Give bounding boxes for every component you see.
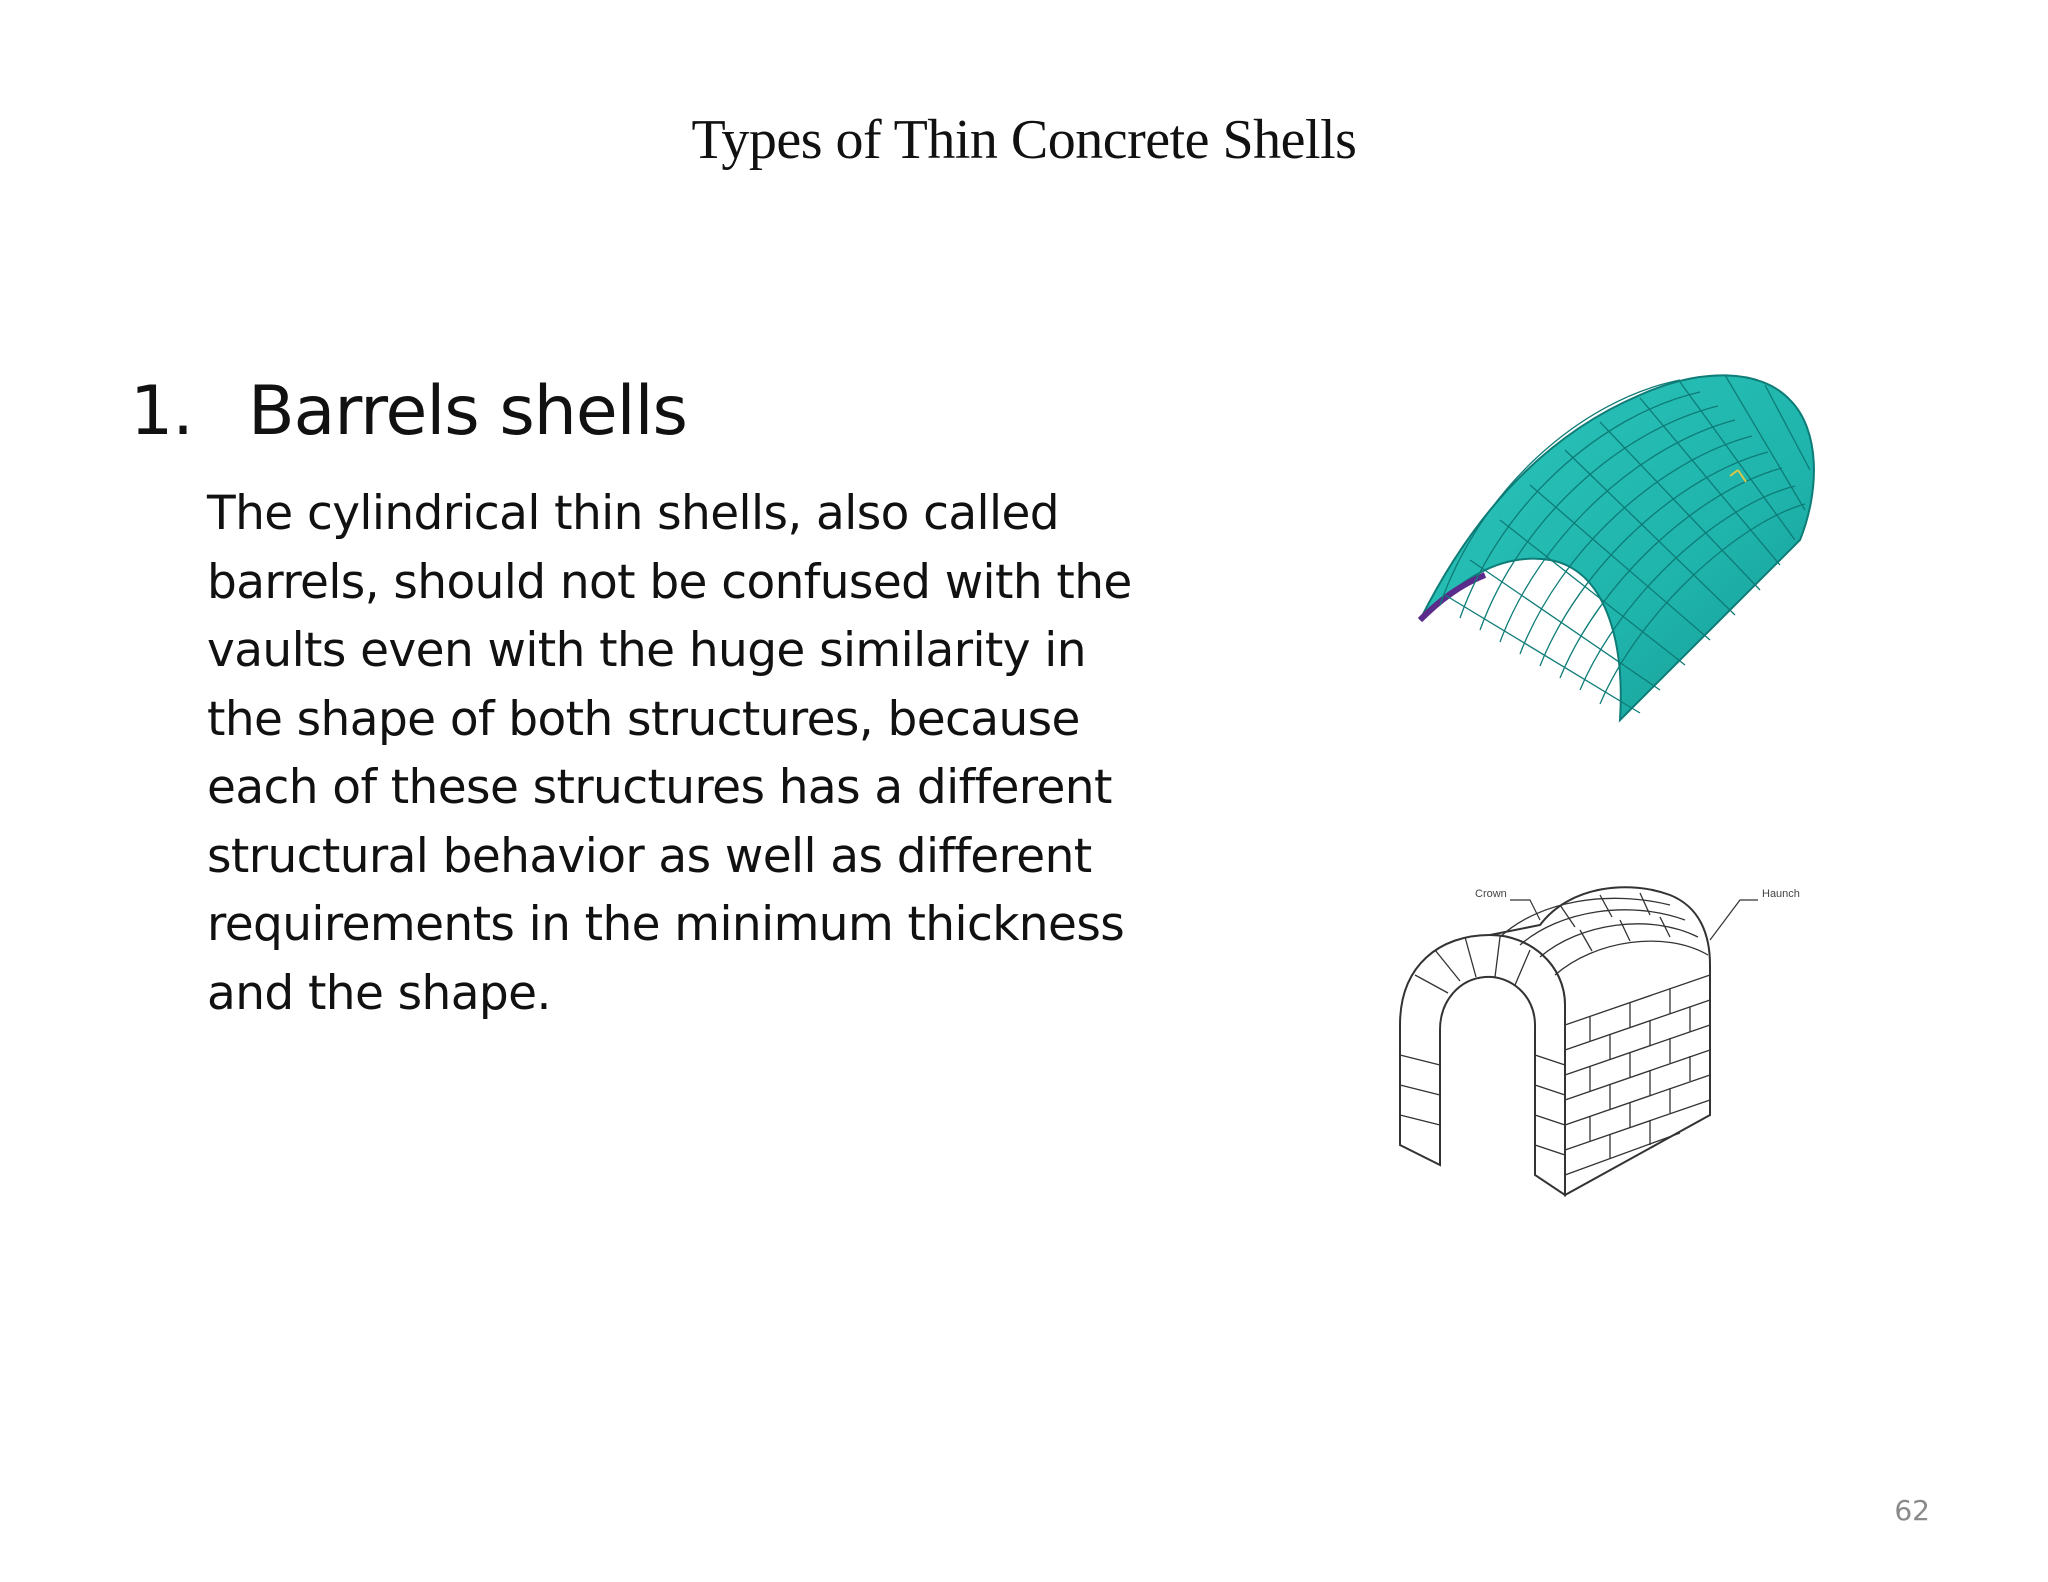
section-heading-text: Barrels shells [248,372,687,451]
masonry-vault-icon [1380,865,1810,1200]
haunch-label: Haunch [1762,888,1800,900]
barrel-shell-mesh-icon [1350,290,1870,750]
body-line: and the shape. [207,965,551,1021]
body-line: vaults even with the huge similarity in [207,623,1086,678]
slide-title: Types of Thin Concrete Shells [691,109,1357,171]
section-body [207,480,1167,1028]
crown-label: Crown [1475,888,1507,900]
body-line: barrels, should not be confused with the [207,554,1132,610]
body-line: each of these structures has a different [207,760,1112,815]
barrel-shell-image [1350,290,1870,750]
masonry-vault-image [1380,865,1810,1200]
page-number: 62 [1894,1494,1930,1527]
section-heading [130,372,687,451]
section-number: 1. [130,372,193,451]
body-line: structural behavior as well as different [207,828,1092,884]
body-line: requirements in the minimum thickness [207,897,1125,952]
body-line: the shape of both structures, because [207,691,1080,747]
body-line: The cylindrical thin shells, also called [207,486,1059,541]
